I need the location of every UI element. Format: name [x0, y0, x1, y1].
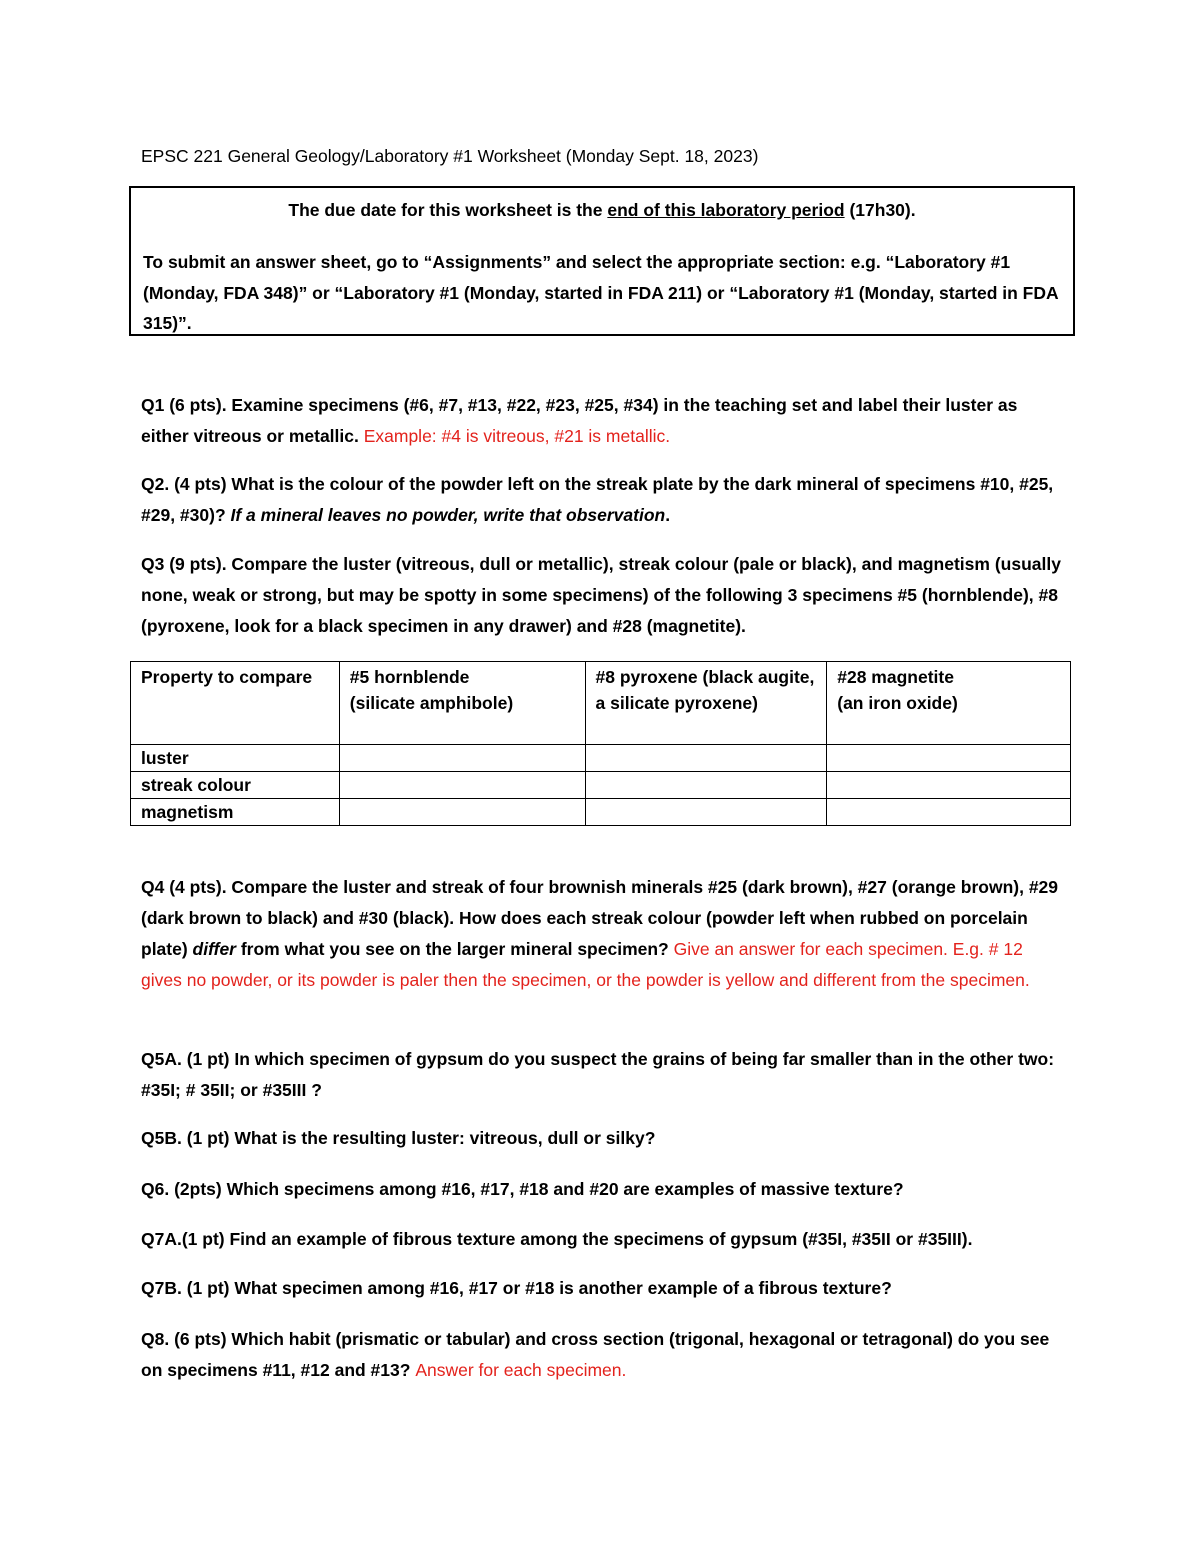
- question-q6: Q6. (2pts) Which specimens among #16, #17, #18 and #20 are examples of massive texture?: [141, 1179, 904, 1199]
- row-label: streak colour: [131, 772, 340, 799]
- question-q2: [141, 469, 1061, 531]
- answer-cell[interactable]: [585, 799, 827, 826]
- table-header-cell: Property to compare: [131, 662, 340, 745]
- answer-cell[interactable]: [339, 799, 585, 826]
- table-row: [131, 799, 1071, 826]
- submit-instructions: To submit an answer sheet, go to “Assignments” and select the appropriate section: e.g. “Laboratory #1 (Monday, FDA 348)” or “Laboratory #1 (Monday, started in FDA 211) or “Laboratory #1 (Monday, started in FDA 315)”.: [143, 252, 1058, 333]
- due-date-prefix: The due date for this worksheet is the: [288, 200, 608, 220]
- q4-text2: from what you see on the larger mineral specimen?: [235, 939, 674, 959]
- row-label: luster: [131, 745, 340, 772]
- table-header-cell: #28 magnetite (an iron oxide): [827, 662, 1071, 745]
- question-q1: [141, 390, 1061, 452]
- q1-text: Q1 (6 pts). Examine specimens (#6, #7, #13, #22, #23, #25, #34) in the teaching set and label their luster as either vitreous or metallic.: [141, 395, 1018, 446]
- answer-cell[interactable]: [827, 745, 1071, 772]
- q4-red-note: Give an answer for each specimen. E.g. # 12 gives no powder, or its powder is paler then the specimen, or the powder is yellow and different from the specimen.: [141, 939, 1030, 990]
- due-date-notice-box: [129, 186, 1075, 336]
- answer-cell[interactable]: [585, 745, 827, 772]
- question-q4: [141, 872, 1061, 996]
- question-q3: Q3 (9 pts). Compare the luster (vitreous, dull or metallic), streak colour (pale or black), and magnetism (usually none, weak or strong, but may be spotty in some specimens) of the following 3 specimens #5 (hornblende), #8 (pyroxene, look for a black specimen in any drawer) and #28 (magnetite).: [141, 554, 1061, 636]
- question-q8: [141, 1324, 1061, 1386]
- table-row: [131, 745, 1071, 772]
- due-date-line: [131, 200, 1073, 221]
- table-header-cell: #8 pyroxene (black augite, a silicate pyroxene): [585, 662, 827, 745]
- answer-cell[interactable]: [339, 772, 585, 799]
- answer-cell[interactable]: [585, 772, 827, 799]
- question-q5b: Q5B. (1 pt) What is the resulting luster: vitreous, dull or silky?: [141, 1128, 656, 1148]
- table-header-cell: #5 hornblende (silicate amphibole): [339, 662, 585, 745]
- page-title: EPSC 221 General Geology/Laboratory #1 Worksheet (Monday Sept. 18, 2023): [141, 146, 759, 166]
- q4-text: Q4 (4 pts). Compare the luster and streak of four brownish minerals #25 (dark brown), #27 (orange brown), #29 (dark brown to black) and #30 (black). How does each streak colour (powder left when rubbed on porcelain plate): [141, 877, 1059, 959]
- q2-italic: If a mineral leaves no powder, write that observation: [230, 505, 666, 525]
- due-date-suffix: (17h30).: [844, 200, 916, 220]
- answer-cell[interactable]: [827, 772, 1071, 799]
- answer-cell[interactable]: [339, 745, 585, 772]
- q1-example: Example: #4 is vitreous, #21 is metallic.: [358, 426, 671, 446]
- question-q7a: Q7A.(1 pt) Find an example of fibrous texture among the specimens of gypsum (#35I, #35II or #35III).: [141, 1229, 973, 1249]
- q4-italic: differ: [192, 939, 236, 959]
- question-q5a: Q5A. (1 pt) In which specimen of gypsum do you suspect the grains of being far smaller than in the other two: #35I; # 35II; or #35III ?: [141, 1049, 1055, 1100]
- q2-end: .: [665, 505, 671, 525]
- table-row: [131, 772, 1071, 799]
- q2-text: Q2. (4 pts) What is the colour of the powder left on the streak plate by the dark mineral of specimens #10, #25, #29, #30)?: [141, 474, 1054, 525]
- question-q7b: Q7B. (1 pt) What specimen among #16, #17 or #18 is another example of a fibrous texture?: [141, 1278, 892, 1298]
- row-label: magnetism: [131, 799, 340, 826]
- due-date-underlined: end of this laboratory period: [607, 200, 845, 220]
- comparison-table: [130, 661, 1071, 826]
- answer-cell[interactable]: [827, 799, 1071, 826]
- q8-text: Q8. (6 pts) Which habit (prismatic or tabular) and cross section (trigonal, hexagonal or tetragonal) do you see on specimens #11, #12 and #13?: [141, 1329, 1050, 1380]
- table-header-row: [131, 662, 1071, 745]
- q8-red-note: Answer for each specimen.: [415, 1360, 627, 1380]
